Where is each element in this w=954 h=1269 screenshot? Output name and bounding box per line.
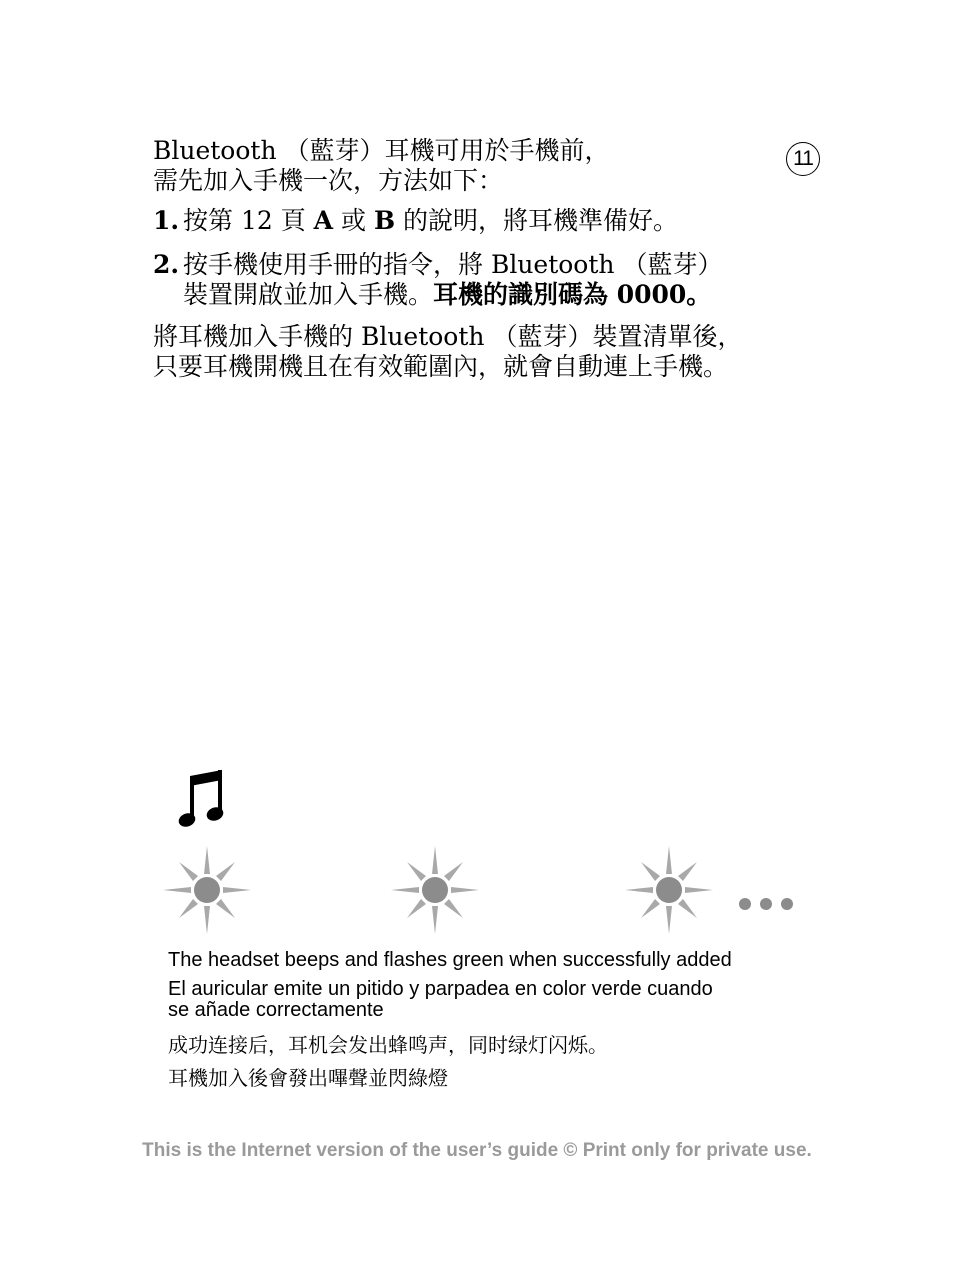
caption-spanish-line-2: se añade correctamente <box>168 999 384 1021</box>
music-note-icon <box>178 768 230 832</box>
step-option-a: A <box>313 206 334 235</box>
caption-chinese-simplified: 成功连接后，耳机会发出蜂鸣声，同时绿灯闪烁。 <box>168 1033 608 1057</box>
outro-paragraph <box>153 322 833 382</box>
caption-spanish <box>168 979 808 1021</box>
flash-icon <box>390 845 480 935</box>
page-number-badge: 11 <box>786 142 820 176</box>
step-text: 按第 12 頁 <box>183 206 314 235</box>
caption-chinese-traditional: 耳機加入後會發出嗶聲並閃綠燈 <box>168 1066 448 1090</box>
flash-icon <box>162 845 252 935</box>
intro-paragraph <box>153 136 773 196</box>
step-text-line-2: 裝置開啟並加入手機。 <box>183 280 434 309</box>
step-text: 或 <box>333 206 374 235</box>
outro-line-1: 將耳機加入手機的 Bluetooth （藍芽）裝置清單後， <box>153 322 743 351</box>
step-option-b: B <box>373 206 396 235</box>
intro-line-1: Bluetooth （藍芽）耳機可用於手機前， <box>153 136 610 165</box>
step-number: 1. <box>153 206 180 235</box>
step-2 <box>153 250 833 310</box>
caption-spanish-line-1: El auricular emite un pitido y parpadea en color verde cuando <box>168 978 713 1000</box>
step-text-line-1: 按手機使用手冊的指令，將 Bluetooth （藍芽） <box>183 250 723 279</box>
intro-line-2: 需先加入手機一次，方法如下： <box>153 166 504 195</box>
flash-icon <box>624 845 714 935</box>
passcode-note: 耳機的識別碼為 0000。 <box>433 280 712 309</box>
outro-line-2: 只要耳機開機且在有效範圍內，就會自動連上手機。 <box>153 352 729 381</box>
step-1 <box>153 206 833 236</box>
caption-english: The headset beeps and flashes green when successfully added <box>168 949 732 971</box>
footer-disclaimer: This is the Internet version of the user’s guide © Print only for private use. <box>142 1140 812 1161</box>
ellipsis-icon <box>738 896 796 912</box>
step-number: 2. <box>153 250 180 279</box>
step-text: 的說明，將耳機準備好。 <box>395 206 679 235</box>
